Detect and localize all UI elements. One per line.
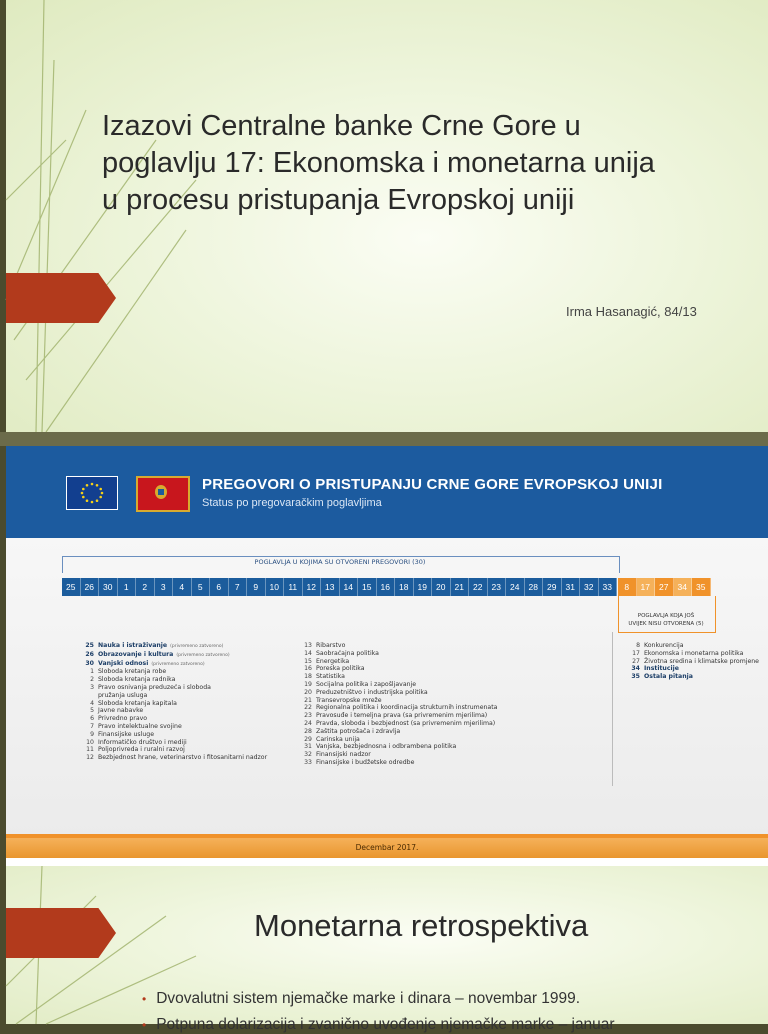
chapter-name: Socijalna politika i zapošljavanje: [316, 680, 417, 688]
chapter-number: 4: [90, 699, 94, 707]
open-chapter-cell: 3: [155, 578, 174, 596]
infographic-subtitle: Status po pregovaračkim poglavljima: [202, 497, 382, 509]
chapter-number: 22: [304, 704, 312, 712]
chapter-list-item: [296, 665, 497, 673]
chapter-list-item: [78, 754, 267, 762]
bullet-item: [142, 990, 580, 1008]
accent-arrow-tab: [6, 908, 116, 958]
slide-title: Monetarna retrospektiva: [254, 908, 589, 943]
column-divider: [612, 632, 613, 786]
open-chapters-label: POGLAVLJA U KOJIMA SU OTVORENI PREGOVORI (30): [254, 558, 426, 566]
chapter-name: Poljoprivreda i ruralni razvoj: [98, 746, 185, 754]
chapter-list-col1: [78, 642, 267, 762]
chapter-name: Sloboda kretanja kapitala: [98, 699, 177, 707]
chapter-number: 34: [631, 665, 640, 673]
chapter-name: Ribarstvo: [316, 642, 346, 649]
chapter-list-item: [624, 665, 759, 673]
chapter-list-item: [78, 707, 267, 715]
open-chapters-row: [62, 578, 617, 596]
open-chapter-cell: 1: [118, 578, 137, 596]
closed-label-line-2: UVIJEK NISU OTVORENA (5): [628, 621, 704, 627]
chapter-list-item: [296, 642, 497, 650]
chapter-name: Pravda, sloboda i bezbjednost (sa privremenim mjerilima): [316, 719, 496, 727]
chapter-list-col2: [296, 642, 497, 767]
chapter-number: 32: [304, 751, 312, 759]
title-line-2: poglavlju 17: Ekonomska i monetarna unija: [102, 147, 655, 179]
chapter-note: (privremeno zatvoreno): [170, 644, 224, 649]
chapter-name: Pravosuđe i temeljna prava (sa privremenim mjerilima): [316, 712, 488, 720]
chapter-name: Pravo osnivanja preduzeća i sloboda: [98, 683, 211, 691]
chapter-list-item: [296, 673, 497, 681]
chapter-name: Energetika: [316, 657, 350, 665]
chapter-name: Carinska unija: [316, 735, 360, 743]
montenegro-flag-icon: [136, 476, 190, 512]
chapter-number: 20: [304, 688, 312, 696]
chapter-number: 19: [304, 680, 312, 688]
chapter-number: 35: [631, 673, 640, 681]
chapter-name: Vanjski odnosi: [98, 659, 149, 667]
chapter-number: 24: [304, 719, 312, 727]
infographic-slide: [6, 446, 768, 866]
chapter-name: Bezbjednost hrane, veterinarstvo i fitosanitarni nadzor: [98, 754, 268, 762]
chapter-number: 33: [304, 758, 312, 766]
chapter-number: 17: [632, 649, 640, 657]
chapter-list-item: [624, 642, 759, 650]
chapter-name: Sloboda kretanja radnika: [98, 676, 176, 684]
chapter-list-item: [296, 681, 497, 689]
open-chapter-cell: 31: [562, 578, 581, 596]
chapter-list-item: [624, 673, 759, 681]
chapter-name: Finansijske usluge: [98, 730, 155, 738]
closed-chapter-cell: 17: [637, 578, 656, 596]
chapter-list-item: [78, 668, 267, 676]
open-chapter-cell: 25: [62, 578, 81, 596]
open-chapter-cell: 4: [173, 578, 192, 596]
chapter-list-item: [296, 759, 497, 767]
chapter-number: 27: [632, 657, 640, 665]
chapter-number: 28: [304, 727, 312, 735]
open-chapter-cell: 20: [432, 578, 451, 596]
chapter-list-item: [78, 700, 267, 708]
chapter-list-item: [296, 720, 497, 728]
chapter-note: (privremeno zatvoreno): [176, 652, 230, 658]
chapter-number: 21: [304, 696, 312, 704]
chapter-list-item: [78, 660, 267, 669]
chapter-name: Pravo intelektualne svojine: [98, 722, 182, 730]
open-chapter-cell: 12: [303, 578, 322, 596]
chapter-list-item: [296, 751, 497, 759]
open-chapter-cell: 10: [266, 578, 285, 596]
bullet-item: [142, 1016, 615, 1034]
chapter-name: Konkurencija: [644, 642, 684, 649]
open-chapter-cell: 18: [395, 578, 414, 596]
open-chapter-cell: 22: [469, 578, 488, 596]
open-chapter-cell: 30: [99, 578, 118, 596]
chapter-number: 2: [90, 676, 94, 684]
open-chapter-cell: 15: [358, 578, 377, 596]
chapter-list-item: [296, 697, 497, 705]
open-chapter-cell: 13: [321, 578, 340, 596]
chapter-number: 25: [85, 642, 94, 649]
chapter-list-item: [78, 731, 267, 739]
chapter-list-item: [78, 642, 267, 651]
chapter-note: (privremeno zatvoreno): [151, 661, 205, 667]
chapter-list-item: [296, 743, 497, 751]
chapter-number: 14: [304, 649, 312, 657]
chapter-name: Statistika: [316, 673, 345, 681]
chapter-number: 5: [90, 707, 94, 715]
open-chapter-cell: 26: [81, 578, 100, 596]
title-line-1: Izazovi Centralne banke Crne Gore u: [102, 110, 581, 142]
chapter-number: 11: [86, 746, 94, 754]
closed-label-line-1: POGLAVLJA KOJA JOŠ: [637, 613, 695, 619]
chapter-list-item: [296, 689, 497, 697]
closed-chapters-row: [618, 578, 711, 596]
chapter-name: Saobraćajna politika: [316, 649, 379, 657]
chapter-number: 9: [90, 730, 94, 738]
chapter-number: 3: [90, 683, 94, 691]
chapter-name: Javne nabavke: [98, 707, 144, 715]
open-chapter-cell: 33: [599, 578, 618, 596]
infographic-header: [6, 446, 768, 538]
open-chapter-cell: 23: [488, 578, 507, 596]
chapter-number: 31: [304, 743, 312, 751]
chapter-number: 18: [304, 673, 312, 681]
open-chapter-cell: 16: [377, 578, 396, 596]
chapter-name: Vanjska, bezbjednosna i odbrambena politika: [316, 743, 457, 751]
open-chapter-cell: 28: [525, 578, 544, 596]
chapter-name: Transevropske mreže: [316, 696, 382, 704]
closed-chapter-cell: 27: [655, 578, 674, 596]
date-bar-bottom: [6, 858, 768, 866]
chapter-number: 8: [636, 642, 640, 649]
open-chapter-cell: 19: [414, 578, 433, 596]
retrospective-slide: [6, 866, 768, 1033]
slide-separator: [0, 432, 768, 446]
chapter-name: Zaštita potrošača i zdravlja: [316, 727, 401, 735]
chapter-list-item: [78, 746, 267, 754]
chapter-name: Ostala pitanja: [644, 673, 693, 681]
chapter-number: 6: [90, 715, 94, 723]
chapter-list-col3: [624, 642, 759, 681]
chapter-name: Životna sredina i klimatske promjene: [644, 657, 759, 665]
chapter-list-item: [78, 676, 267, 684]
chapter-number: 12: [86, 754, 94, 762]
chapter-list-item: [296, 712, 497, 720]
accent-arrow-tab: [6, 273, 116, 323]
bullet-icon: •: [142, 992, 147, 1006]
chapter-list-item: [78, 723, 267, 731]
chapter-list-item: [624, 650, 759, 658]
chapter-list-item: [296, 704, 497, 712]
chapter-list-item: [296, 728, 497, 736]
open-chapter-cell: 32: [580, 578, 599, 596]
chapter-number: 30: [85, 659, 94, 667]
chapter-name: Preduzetništvo i industrijska politika: [316, 688, 428, 696]
title-line-3: u procesu pristupanja Evropskoj uniji: [102, 184, 575, 216]
chapter-name: Finansijski nadzor: [316, 751, 371, 759]
chapter-number: 26: [85, 650, 94, 658]
date-bar: Decembar 2017.: [6, 838, 768, 858]
chapter-list-item: [296, 650, 497, 658]
chapter-list-item: [296, 658, 497, 666]
chapter-number: 23: [304, 712, 312, 720]
chapter-list-item: [78, 684, 267, 692]
chapter-number: 29: [304, 735, 312, 743]
chapter-list-item: [78, 739, 267, 747]
chapter-number: 7: [90, 722, 94, 730]
chapter-list-item: [296, 736, 497, 744]
chapter-name: Poreska politika: [316, 665, 365, 673]
chapter-name: Nauka i istraživanje: [98, 642, 168, 649]
closed-chapter-cell: 35: [692, 578, 711, 596]
chapter-number: 10: [86, 738, 94, 746]
open-chapter-cell: 9: [247, 578, 266, 596]
chapter-number: 16: [304, 665, 312, 673]
chapter-name: Privredno pravo: [98, 715, 148, 723]
open-chapter-cell: 7: [229, 578, 248, 596]
chapter-name: Finansijske i budžetske odredbe: [316, 758, 415, 766]
eu-flag-icon: [66, 476, 118, 510]
open-chapter-cell: 29: [543, 578, 562, 596]
closed-chapter-cell: 34: [674, 578, 693, 596]
chapter-name: Obrazovanje i kultura: [98, 650, 174, 658]
chapter-name: Institucije: [644, 665, 679, 673]
chapter-name: Regionalna politika i koordinacija strukturnih instrumenata: [316, 704, 498, 712]
bullet-icon: •: [142, 1018, 147, 1032]
chapter-list-item: [78, 715, 267, 723]
chapter-name: Informatičko društvo i mediji: [98, 738, 187, 746]
chapter-name: pružanja usluga: [98, 691, 148, 699]
closed-chapter-cell: 8: [618, 578, 637, 596]
chapter-number: 15: [304, 657, 312, 665]
chapter-number: 13: [304, 642, 312, 649]
bullet-text: Dvovalutni sistem njemačke marke i dinara – novembar 1999.: [156, 990, 581, 1007]
chapter-name: Ekonomska i monetarna politika: [644, 649, 744, 657]
open-chapter-cell: 21: [451, 578, 470, 596]
open-chapter-cell: 24: [506, 578, 525, 596]
open-chapter-cell: 5: [192, 578, 211, 596]
author-name: Irma Hasanagić, 84/13: [566, 304, 697, 319]
chapter-name: Sloboda kretanja robe: [98, 668, 167, 676]
title-slide: [6, 0, 768, 432]
open-chapter-cell: 2: [136, 578, 155, 596]
chapter-list-item: [78, 651, 267, 660]
chapter-list-item: [78, 692, 267, 700]
slide-title: [102, 108, 762, 219]
infographic-title: PREGOVORI O PRISTUPANJU CRNE GORE EVROPSKOJ UNIJI: [202, 476, 663, 493]
open-chapter-cell: 11: [284, 578, 303, 596]
chapter-list-item: [624, 658, 759, 666]
open-chapter-cell: 6: [210, 578, 229, 596]
closed-chapters-label: [618, 612, 714, 628]
bullet-text: Potpuna dolarizacija i zvanično uvođenje njemačke marke – januar: [156, 1016, 615, 1033]
chapter-number: 1: [90, 668, 94, 676]
open-chapter-cell: 14: [340, 578, 359, 596]
